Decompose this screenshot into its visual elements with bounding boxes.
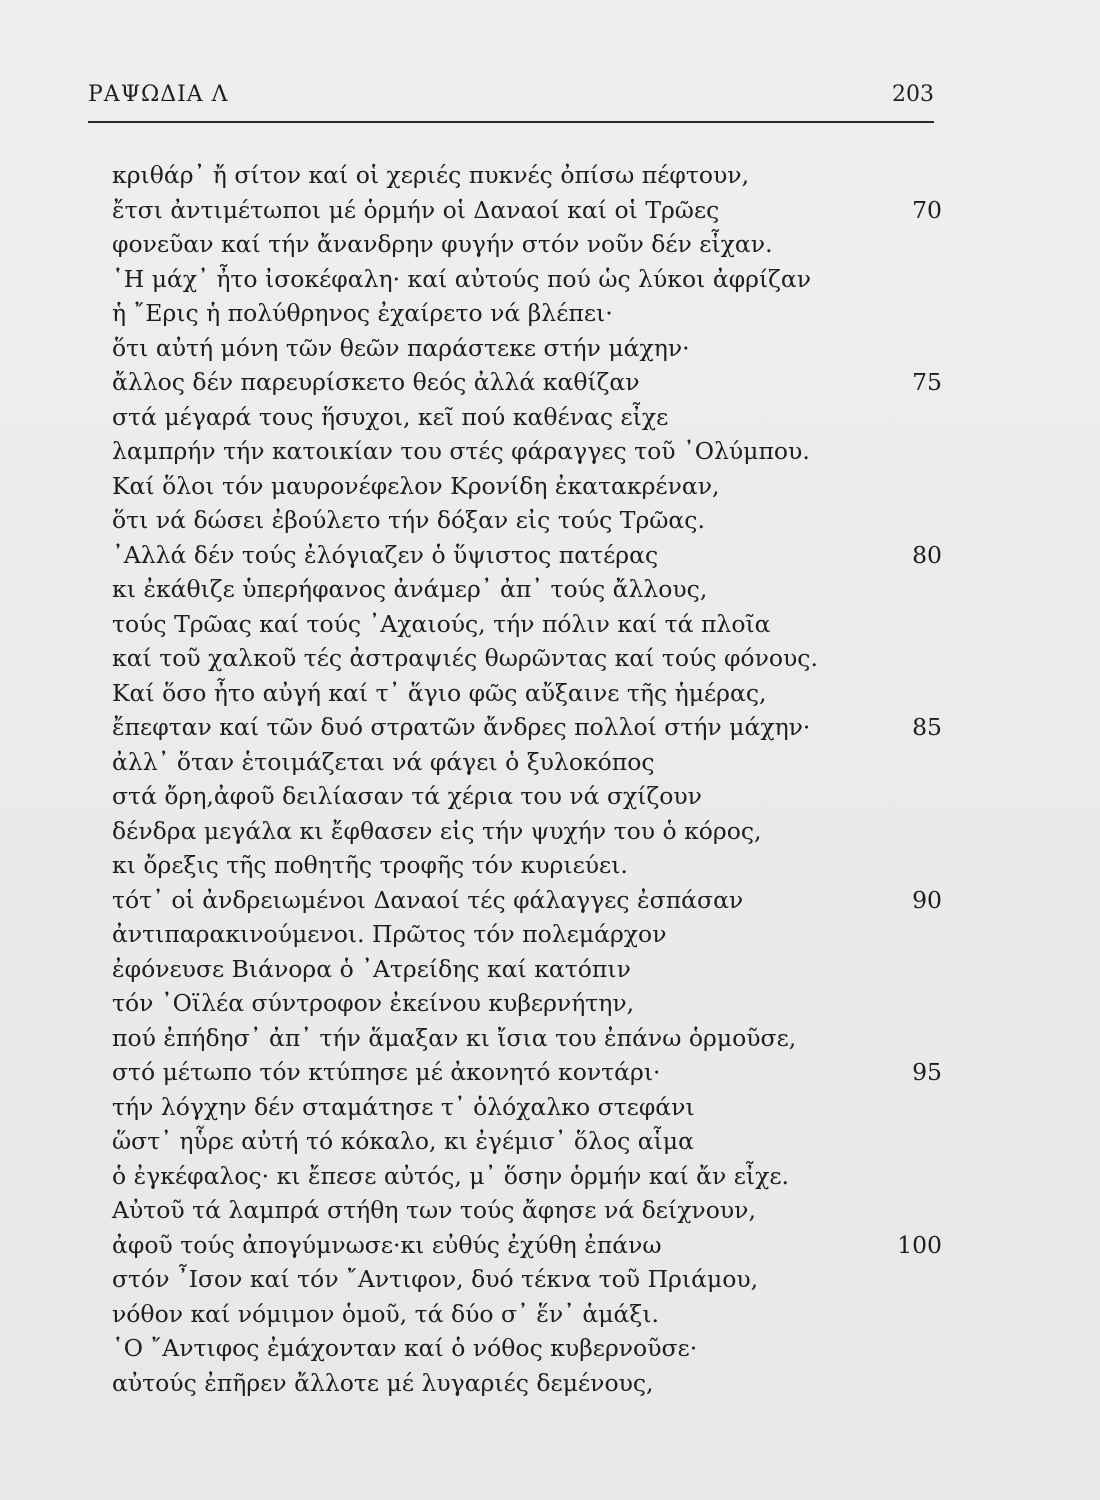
verse-line	[112, 779, 942, 814]
verse-line	[112, 400, 942, 435]
verse-line	[112, 262, 942, 297]
verse-text: ἄλλος δέν παρευρίσκετο θεός ἀλλά καθίζαν	[112, 368, 640, 396]
verse-line	[112, 331, 942, 366]
verse-text: τούς Τρῶας καί τούς ᾽Αχαιούς, τήν πόλιν καί τά πλοῖα	[112, 609, 771, 638]
verse-text: ἀλλ᾽ ὅταν ἑτοιμάζεται νά φάγει ὁ ξυλοκόπος	[112, 747, 655, 776]
verse-text: ὅτι αὐτή μόνη τῶν θεῶν παράστεκε στήν μάχην·	[112, 333, 690, 362]
verse-text: ὁ ἐγκέφαλος· κι ἔπεσε αὐτός, μ᾽ ὅσην ὁρμήν καί ἄν εἶχε.	[112, 1161, 790, 1190]
verse-line	[112, 1193, 942, 1228]
verse-line	[112, 986, 942, 1021]
verse-text: στό μέτωπο τόν κτύπησε μέ ἀκονητό κοντάρι·	[112, 1058, 661, 1086]
verse-line	[112, 503, 942, 538]
line-number: 90	[912, 885, 942, 914]
verse-text: ᾽Αλλά δέν τούς ἐλόγιαζεν ὁ ὕψιστος πατέρας	[112, 540, 659, 569]
verse-text: στά ὄρη,ἀφοῦ δειλίασαν τά χέρια του νά σχίζουν	[112, 782, 702, 810]
chapter-title: ΡΑΨΩΔΙΑ Λ	[88, 82, 229, 107]
verse-line	[112, 1090, 942, 1125]
verse-text: καί τοῦ χαλκοῦ τές ἀστραψιές θωρῶντας καί τούς φόνους.	[112, 644, 818, 672]
verse-text: ἐφόνευσε Βιάνορα ὁ ᾽Ατρείδης καί κατόπιν	[112, 954, 631, 983]
verse-line	[112, 227, 942, 262]
verse-line	[112, 1124, 942, 1159]
line-number: 75	[912, 368, 942, 396]
verse-text: Αὐτοῦ τά λαμπρά στήθη των τούς ἄφησε νά δείχνουν,	[112, 1196, 756, 1224]
verse-line	[112, 848, 942, 883]
verse-text: ἀντιπαρακινούμενοι. Πρῶτος τόν πολεμάρχον	[112, 920, 667, 948]
verse-text: κι ὄρεξις τῆς ποθητῆς τροφῆς τόν κυριεύει.	[112, 851, 628, 879]
verse-text: Καί ὅσο ἦτο αὐγή καί τ᾽ ἅγιο φῶς αὔξαινε τῆς ἡμέρας,	[112, 678, 767, 707]
verse-text: ἀφοῦ τούς ἀπογύμνωσε·κι εὐθύς ἐχύθη ἐπάνω	[112, 1230, 662, 1259]
verse-line	[112, 1055, 942, 1090]
verse-line	[112, 814, 942, 849]
verse-text: τόν ᾽Οϊλέα σύντροφον ἐκείνου κυβερνήτην,	[112, 989, 635, 1017]
verse-line	[112, 607, 942, 642]
verse-line	[112, 538, 942, 573]
verse-text: ἔτσι ἀντιμέτωποι μέ ὁρμήν οἱ Δαναοί καί οἱ Τρῶες	[112, 195, 720, 224]
verse-line	[112, 469, 942, 504]
verse-text: ἡ ῎Ερις ἡ πολύθρηνος ἐχαίρετο νά βλέπει·	[112, 299, 613, 327]
verse-text: κριθάρ᾽ ἤ σίτον καί οἱ χεριές πυκνές ὀπίσω πέφτουν,	[112, 161, 750, 189]
line-number: 70	[912, 195, 942, 224]
verse-line	[112, 1331, 942, 1366]
line-number: 80	[912, 540, 942, 569]
verse-line	[112, 365, 942, 400]
line-number: 85	[912, 713, 942, 741]
verse-text: δένδρα μεγάλα κι ἔφθασεν εἰς τήν ψυχήν του ὁ κόρος,	[112, 816, 762, 845]
verse-text: πού ἐπήδησ᾽ ἀπ᾽ τήν ἅμαξαν κι ἴσια του ἐπάνω ὁρμοῦσε,	[112, 1023, 797, 1052]
verse-text: ὥστ᾽ ηὗρε αὐτή τό κόκαλο, κι ἐγέμισ᾽ ὅλος αἷμα	[112, 1127, 694, 1155]
verse-line	[112, 1159, 942, 1194]
verse-text: τήν λόγχην δέν σταμάτησε τ᾽ ὁλόχαλκο στεφάνι	[112, 1092, 695, 1121]
running-header	[88, 76, 934, 116]
verse-text: αὐτούς ἐπῆρεν ἄλλοτε μέ λυγαριές δεμένους,	[112, 1368, 654, 1397]
verse-line	[112, 952, 942, 987]
verse-line	[112, 1366, 942, 1401]
verse-line	[112, 676, 942, 711]
verse-line	[112, 434, 942, 469]
verse-text: τότ᾽ οἱ ἀνδρειωμένοι Δαναοί τές φάλαγγες ἐσπάσαν	[112, 885, 744, 914]
verse-text: στά μέγαρά τους ἥσυχοι, κεῖ πού καθένας εἶχε	[112, 402, 669, 431]
verse-line	[112, 917, 942, 952]
verse-text: Καί ὅλοι τόν μαυρονέφελον Κρονίδη ἐκατακρέναν,	[112, 471, 720, 500]
verse-line	[112, 883, 942, 918]
verse-text: λαμπρήν τήν κατοικίαν του στές φάραγγες τοῦ ᾽Ολύμπου.	[112, 437, 810, 465]
verse-text: στόν ῏Ισον καί τόν ῎Αντιφον, δυό τέκνα τοῦ Πριάμου,	[112, 1265, 759, 1293]
verse-line	[112, 641, 942, 676]
verse-line	[112, 1021, 942, 1056]
verse-line	[112, 1262, 942, 1297]
line-number: 100	[897, 1230, 942, 1259]
verse-line	[112, 710, 942, 745]
header-rule	[88, 121, 934, 123]
verse-text: ῾Η μάχ᾽ ἦτο ἰσοκέφαλη· καί αὐτούς πού ὡς λύκοι ἀφρίζαν	[112, 264, 812, 293]
verse-line	[112, 158, 942, 193]
verse-line	[112, 1228, 942, 1263]
verse-text: ῾Ο ῎Αντιφος ἐμάχονταν καί ὁ νόθος κυβερνοῦσε·	[112, 1334, 698, 1362]
verse-line	[112, 745, 942, 780]
verse-line	[112, 1297, 942, 1332]
verse-text: ὅτι νά δώσει ἐβούλετο τήν δόξαν εἰς τούς Τρῶας.	[112, 506, 705, 534]
line-number: 95	[912, 1058, 942, 1086]
verse-line	[112, 193, 942, 228]
page-number: 203	[892, 82, 934, 107]
verse-text: φονεῦαν καί τήν ἄνανδρην φυγήν στόν νοῦν δέν εἶχαν.	[112, 230, 773, 258]
verse-line	[112, 572, 942, 607]
verse-text: νόθον καί νόμιμον ὁμοῦ, τά δύο σ᾽ ἕν᾽ ἁμάξι.	[112, 1299, 660, 1328]
verse-text: ἔπεφταν καί τῶν δυό στρατῶν ἄνδρες πολλοί στήν μάχην·	[112, 713, 811, 741]
verse-list	[112, 158, 942, 1400]
verse-text: κι ἐκάθιζε ὑπερήφανος ἀνάμερ᾽ ἀπ᾽ τούς ἄλλους,	[112, 575, 708, 603]
verse-line	[112, 296, 942, 331]
